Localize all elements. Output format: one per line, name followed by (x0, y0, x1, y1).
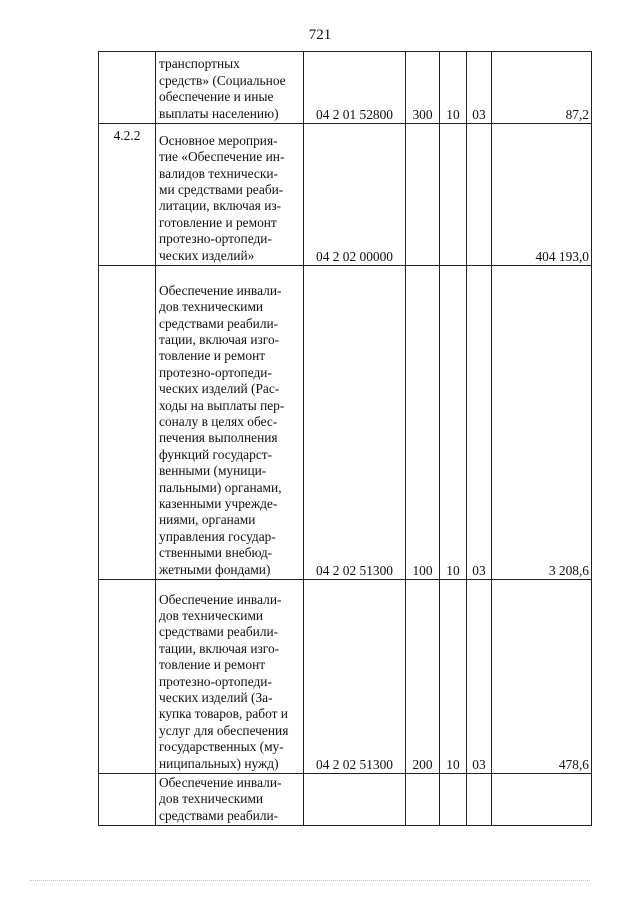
subsection-code: 03 (467, 266, 492, 580)
section-code (440, 124, 467, 266)
table-row (99, 124, 592, 266)
budget-table (98, 51, 592, 826)
expense-type (406, 774, 440, 826)
item-name: Обеспечение инвали- дов техническими средствами реабили- тации, включая изго- товление и ремонт протезно-ортопеди- ческих изделий (За- купка товаров, работ и услуг для обеспечения государственных (му- ниципальных) нужд) (156, 580, 304, 774)
expense-type (406, 124, 440, 266)
item-name: Обеспечение инвали- дов техническими средствами реабили- (156, 774, 304, 826)
expense-type: 300 (406, 52, 440, 124)
amount: 404 193,0 (492, 124, 592, 266)
row-number (99, 52, 156, 124)
amount (492, 774, 592, 826)
table-row (99, 266, 592, 580)
amount: 3 208,6 (492, 266, 592, 580)
amount: 478,6 (492, 580, 592, 774)
row-number (99, 580, 156, 774)
target-code: 04 2 02 51300 (304, 266, 406, 580)
page-number: 721 (308, 27, 332, 43)
subsection-code: 03 (467, 52, 492, 124)
row-number: 4.2.2 (99, 124, 156, 266)
amount: 87,2 (492, 52, 592, 124)
expense-type: 100 (406, 266, 440, 580)
section-code: 10 (440, 266, 467, 580)
table-row (99, 580, 592, 774)
target-code (304, 774, 406, 826)
row-number (99, 774, 156, 826)
target-code: 04 2 02 00000 (304, 124, 406, 266)
target-code: 04 2 02 51300 (304, 580, 406, 774)
table-row (99, 52, 592, 124)
row-number (99, 266, 156, 580)
table-row (99, 774, 592, 826)
item-name: транспортных средств» (Социальное обеспечение и иные выплаты населению) (156, 52, 304, 124)
subsection-code: 03 (467, 580, 492, 774)
expense-type: 200 (406, 580, 440, 774)
target-code: 04 2 01 52800 (304, 52, 406, 124)
section-code: 10 (440, 52, 467, 124)
subsection-code (467, 774, 492, 826)
section-code: 10 (440, 580, 467, 774)
item-name: Обеспечение инвали- дов техническими средствами реабили- тации, включая изго- товление и ремонт протезно-ортопеди- ческих изделий (Рас- ходы на выплаты пер- соналу в целях обес- печения выполнения функций государст- венными (муници- пальными) органами, казенными учрежде- ниями, органами управления государ- ственными внебюд- жетными фондами) (156, 266, 304, 580)
subsection-code (467, 124, 492, 266)
item-name: Основное мероприя- тие «Обеспечение ин- валидов технически- ми средствами реаби- литации, включая из- готовление и ремонт протезно-ортопеди- ческих изделий» (156, 124, 304, 266)
section-code (440, 774, 467, 826)
scan-artifact-line (30, 880, 590, 882)
